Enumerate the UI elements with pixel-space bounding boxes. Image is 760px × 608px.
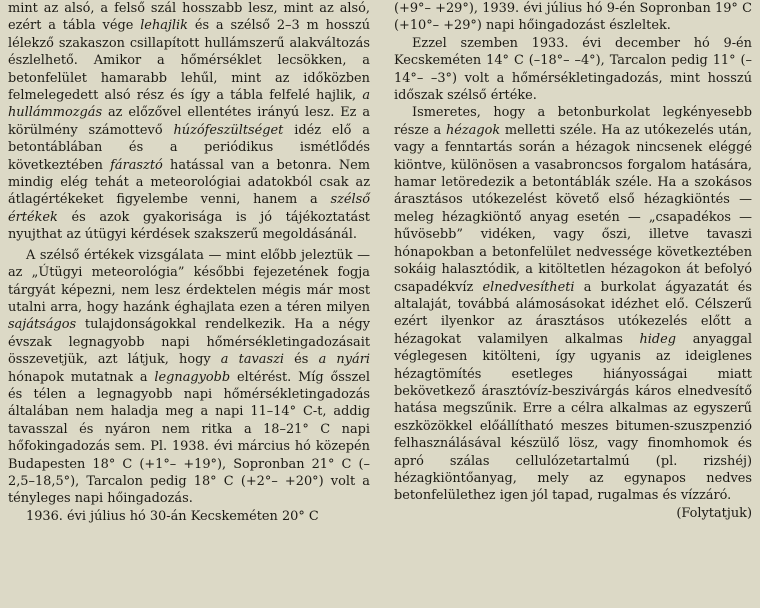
emphasized-text: lehajlik xyxy=(140,18,188,34)
text-run: a burkolat ágyazatát és altalaját, továbbá alámosásokat idézhet elő. Célszerű ezért ilyenkor az árasztásos utókezelés előtt a hézagokat valamilyen alkalmas xyxy=(394,279,752,347)
text-run: anyaggal véglegesen kitölteni, így ugyanis az ideiglenes hézagtömítés esetleges hiányosságai miatt bekövetkező árasztóvíz-beszivárgás káros elnedvesítő hatása megszűnik. Erre a célra alkalmas az egyszerű eszközökkel előállítható meszes bitumen-szuszpenzió felhasználásával készülő lösz, vagy finomhomok és apró szálas cellulózetartalmú (pl. rizshéj) hézagkiöntőanyag, mely az egynapos nedves betonfelülethez igen jól tapad, rugalmas és vízzáró. xyxy=(394,331,752,504)
text-run: tulajdonságokkal rendelkezik. Ha a négy évszak legnagyobb napi hőmérsékletingadozásait összevetjük, azt látjuk, hogy xyxy=(8,317,370,368)
right-column xyxy=(394,0,752,522)
paragraph-winter-1933: Ezzel szemben 1933. évi december hó 9-én Kecskeméten 14° C (–18°– –4°), Tarcalon pedig 11° (–14°– –3°) volt a hőmérsékletingadozás, mint hosszú időszak szélső értéke. xyxy=(394,35,752,104)
text-run: hatással van a betonra. Nem mindig elég tehát a meteorológiai adatokból csak az átlagértékeket figyelembe venni, hanem a xyxy=(8,157,370,208)
emphasized-text: sajátságos xyxy=(8,317,77,333)
left-column xyxy=(8,0,370,525)
text-run: A szélső értékek vizsgálata — mint előbb jeleztük — az „Útügyi meteorológia” későbbi fejezetének fogja tárgyát képezni, nem lesz érdektelen mégis már most utalni arra, hogy hazánk éghajlata ezen a téren milyen xyxy=(8,247,370,315)
paragraph-kecskemet-1936-end: (+9°– +29°), 1939. évi július hó 9-én Sopronban 19° C (+10°– +29°) napi hőingadozást észleltek. xyxy=(394,1,752,34)
paragraph-kecskemet-1936-start: 1936. évi július hó 30-án Kecskeméten 20° C xyxy=(26,508,319,524)
text-run: melletti széle. Ha az utókezelés után, vagy a fenntartás során a hézagok nincsenek eléggé kiöntve, különösen a vasabroncsos forgalom hatására, hamar letöredezik a betontáblák széle. Ha a szokásos árasztásos utókezelést követő első hézagkiöntés — meleg hézagkiöntő anyag esetén — „csapadékos — hűvösebb” vidéken, vagy őszi, illetve tavaszi hónapokban a betonfelület nedvessége következtében sokáig halasztódik, a kitöltetlen hézagokon át befolyó csapadékvíz xyxy=(394,122,752,295)
paragraph-joints xyxy=(394,104,752,504)
text-run: és xyxy=(284,352,319,368)
emphasized-text: hézagok xyxy=(445,122,501,138)
text-run: és azok gyakorisága is jó tájékoztatást nyujthat az útügyi kérdések szakszerű megoldásánál. xyxy=(8,209,370,243)
text-run: hónapok mutatnak a xyxy=(8,369,155,385)
emphasized-text: a hullámmozgás xyxy=(8,88,370,121)
emphasized-text: fárasztó xyxy=(110,157,163,173)
paragraph-thermal-deformation xyxy=(8,0,370,244)
text-run: Ismeretes, hogy a betonburkolat legkényesebb része a xyxy=(394,105,752,138)
emphasized-text: hideg xyxy=(639,331,677,347)
text-run: és a szélső 2–3 m hosszú lélekző szakaszon csillapított hullámszerű alakváltozás észlelhető. Amikor a hőmérséklet lecsökken, a betonfelület hamarabb lehűl, mint az időközben felmelegedett alsó rész és így a tábla felfelé hajlik, xyxy=(8,18,370,104)
emphasized-text: elnedvesítheti xyxy=(482,279,575,295)
text-run: idéz elő a betontáblában és a periódikus ismétlődés következtében xyxy=(8,122,370,173)
text-run: mint az alsó, a felső szál hosszabb lesz, mint az alsó, ezért a tábla vége xyxy=(8,1,370,34)
text-run: az előzővel ellentétes irányú lesz. Ez a körülmény számottevő xyxy=(8,105,370,138)
text-run: eltérést. Míg ősszel és télen a legnagyobb napi hőmérsékletingadozás általában nem haladja meg a napi 11–14° C-t, addig tavasszal és nyáron nem ritka a 18–21° C napi hőfokingadozás sem. Pl. 1938. évi március hó közepén Budapesten 18° C (+1°– +19°), Sopronban 21° C (–2,5–18,5°), Tarcalon pedig 18° C (+2°– +20°) volt a tényleges napi hőingadozás. xyxy=(8,369,370,507)
emphasized-text: a tavaszi xyxy=(220,352,285,368)
paragraph-extreme-values xyxy=(8,247,370,508)
emphasized-text: húzófeszültséget xyxy=(173,122,284,138)
emphasized-text: a nyári xyxy=(318,352,370,368)
continued-note: (Folytatjuk) xyxy=(676,505,752,521)
emphasized-text: legnagyobb xyxy=(154,369,231,385)
emphasized-text: szélső értékek xyxy=(8,192,370,225)
